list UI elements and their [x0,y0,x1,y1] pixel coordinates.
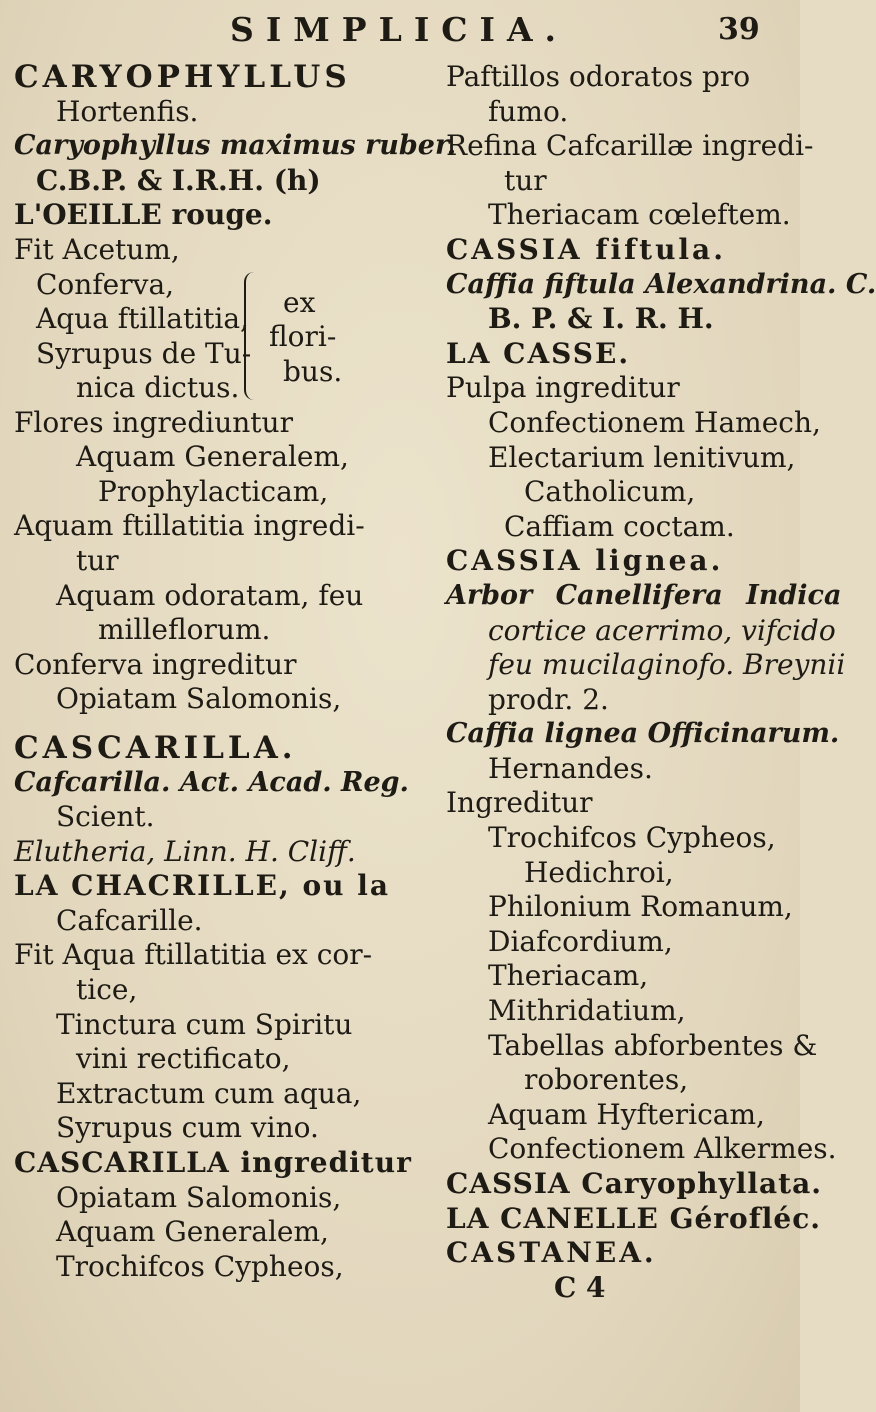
text-line: Caryophyllus maximus ruber. [14,130,457,162]
text-line: Syrupus cum vino. [56,1111,319,1145]
text-line: Trochifcos Cypheos, [56,1249,344,1283]
text-line: Cafcarilla. Act. Acad. Reg. [14,766,409,798]
brace-item: Syrupus de Tu- [36,336,252,370]
text-line: milleflorum. [98,613,271,647]
text-line: Aquam Generalem, [56,1215,329,1249]
text-line: tur [504,163,547,197]
right-column [404,60,876,1305]
entry-heading-cassia-caryophyllata: CASSIA Caryophyllata. [446,1167,822,1200]
page-number: 39 [718,12,760,47]
brace-label: ex flori- bus. [269,285,343,388]
text-line: tice, [76,973,138,1007]
brace-icon [244,272,262,400]
text-line: CASCARILLA ingreditur [14,1146,412,1180]
text-line: C.B.P. & I.R.H. (h) [36,163,321,197]
text-line: Arbor Canellifera Indica [446,579,842,611]
entry-heading-castanea: CASTANEA. [446,1236,657,1270]
text-line: Catholicum, [524,475,696,509]
entry-heading-cassia-fistula: CASSIA fiftula. [446,232,726,266]
text-line: Philonium Romanum, [488,890,793,924]
text-line: Prophylacticam, [98,474,329,508]
text-line: Hedichroi, [524,855,674,889]
text-line: Hortenfis. [56,94,199,128]
text-line: Confectionem Hamech, [488,405,821,439]
text-line: Trochifcos Cypheos, [488,821,776,855]
brace-group [14,268,394,406]
text-line: Refina Cafcarillæ ingredi- [446,129,814,163]
text-line: Elutheria, Linn. H. Cliff. [14,834,356,868]
text-line: Mithridatium, [488,994,686,1028]
text-line: tur [76,543,119,577]
text-line: prodr. 2. [488,682,609,716]
text-line: Extractum cum aqua, [56,1076,362,1110]
text-line: Conferva ingreditur [14,647,297,681]
text-line: Aquam ftillatitia ingredi- [14,509,365,543]
entry-heading-cascarilla: CASCARILLA. [14,729,297,766]
text-line: Theriacam, [488,959,649,993]
text-line: Scient. [56,800,155,834]
text-line: vini rectificato, [76,1042,291,1076]
text-line: Flores ingrediuntur [14,405,293,439]
text-line: Opiatam Salomonis, [56,1180,342,1214]
text-line: Caffia lignea Officinarum. [446,718,840,750]
text-line: Paftillos odoratos pro [446,60,751,93]
running-title: SIMPLICIA. [230,10,569,49]
text-line: Hernandes. [488,751,653,785]
text-line: Cafcarille. [56,903,203,937]
text-line: fumo. [488,94,569,128]
text-line: Caffia fiftula Alexandrina. C. [446,268,876,300]
text-line: Confectionem Alkermes. [488,1132,837,1166]
text-line: Diafcordium, [488,924,673,958]
text-line: LA CHACRILLE, ou la [14,869,391,903]
entry-heading-cassia-lignea: CASSIA lignea. [446,544,724,578]
text-line: Fit Aqua ftillatitia ex cor- [14,938,373,972]
text-line: LA CANELLE Gérofléc. [446,1201,822,1235]
text-line: Caffiam coctam. [504,509,735,543]
text-line: feu mucilaginofo. Breynii [488,648,846,682]
text-line: L'OEILLE rouge. [14,198,273,232]
entry-heading-caryophyllus: CARYOPHYLLUS [14,59,351,95]
text-line: B. P. & I. R. H. [488,302,714,336]
text-line: Electarium lenitivum, [488,440,796,474]
text-line: cortice acerrimo, vifcido [488,613,836,647]
text-line: Aquam Hyftericam, [488,1097,765,1131]
text-line: Ingreditur [446,786,593,820]
text-line: Opiatam Salomonis, [56,682,342,716]
text-line: Aquam odoratam, feu [56,578,364,612]
text-line: Pulpa ingreditur [446,371,680,405]
brace-item: Conferva, [36,267,175,301]
brace-item: Aqua ftillatitia, [36,302,249,336]
text-line: Tabellas abforbentes & [488,1028,818,1062]
text-line: LA CASSE. [446,336,631,370]
text-line: Aquam Generalem, [76,440,349,474]
text-line: Fit Acetum, [14,232,180,266]
signature-mark: C 4 [554,1270,606,1304]
brace-item: nica dictus. [76,371,240,405]
left-column [14,59,457,1284]
running-head [0,10,800,56]
text-line: Tinctura cum Spiritu [56,1007,353,1041]
text-line: Theriacam cœleftem. [488,198,791,232]
text-line: roborentes, [524,1063,689,1097]
